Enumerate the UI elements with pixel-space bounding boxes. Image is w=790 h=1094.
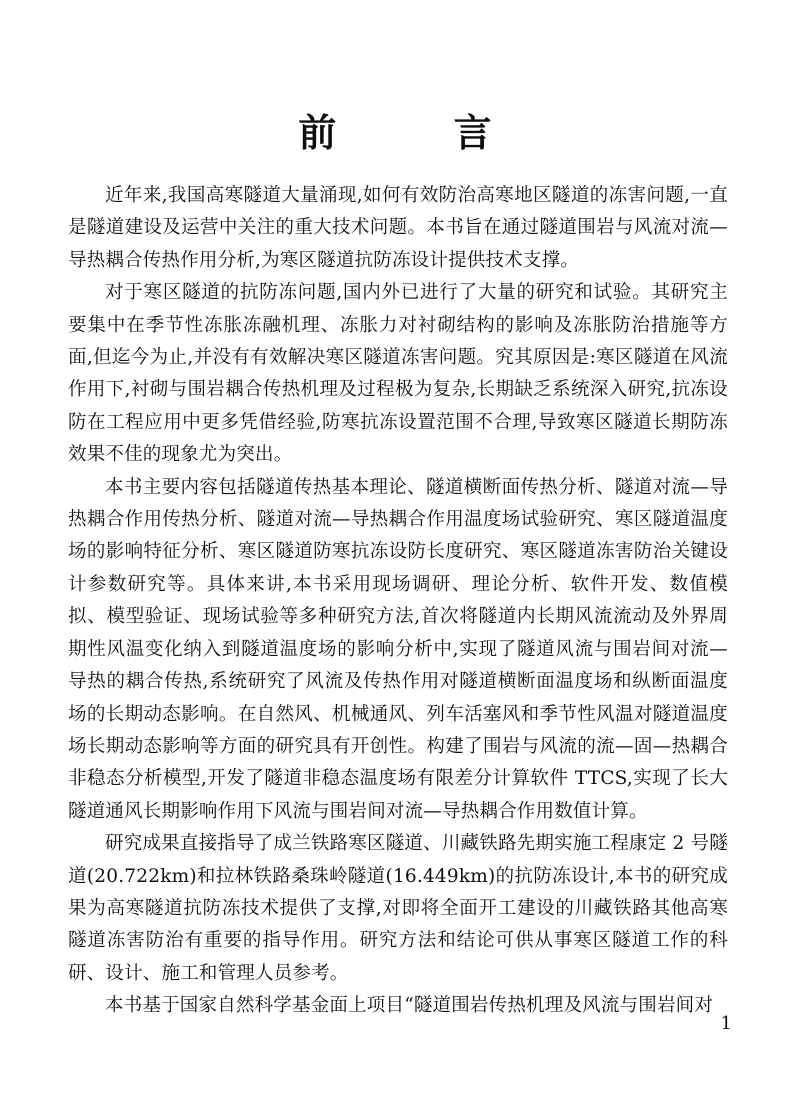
paragraph-3: 本书主要内容包括隧道传热基本理论、隧道横断面传热分析、隧道对流—导热耦合作用传热分析、隧道对流—导热耦合作用温度场试验研究、寒区隧道温度场的影响特征分析、寒区隧道防寒抗冻设防长度研究、寒区隧道冻害防治关键设计参数研究等。具体来讲,本书采用现场调研、理论分析、软件开发、数值模拟、模型验证、现场试验等多种研究方法,首次将隧道内长期风流流动及外界周期性风温变化纳入到隧道温度场的影响分析中,实现了隧道风流与围岩间对流—导热的耦合传热,系统研究了风流及传热作用对隧道横断面温度场和纵断面温度场的长期动态影响。在自然风、机械通风、列车活塞风和季节性风温对隧道温度场长期动态影响等方面的研究具有开创性。构建了围岩与风流的流—固—热耦合非稳态分析模型,开发了隧道非稳态温度场有限差分计算软件 TTCS,实现了长大隧道通风长期影响作用下风流与围岩间对流—导热耦合作用数值计算。	[68, 476, 728, 822]
paragraph-1: 近年来,我国高寒隧道大量涌现,如何有效防治高寒地区隧道的冻害问题,一直是隧道建设及运营中关注的重大技术问题。本书旨在通过隧道围岩与风流对流—导热耦合传热作用分析,为寒区隧道抗防冻设计提供技术支撑。	[68, 185, 728, 271]
paragraph-4: 研究成果直接指导了成兰铁路寒区隧道、川藏铁路先期实施工程康定 2 号隧道(20.722km)和拉林铁路桑珠岭隧道(16.449km)的抗防冻设计,本书的研究成果为高寒隧道抗防冻技术提供了支撑,对即将全面开工建设的川藏铁路其他高寒隧道冻害防治有重要的指导作用。研究方法和结论可供从事寒区隧道工作的科研、设计、施工和管理人员参考。	[68, 833, 728, 984]
page-title: 前 言	[298, 111, 544, 155]
paragraph-5: 本书基于国家自然科学基金面上项目“隧道围岩传热机理及风流与围岩间对	[105, 995, 714, 1017]
page-number: 1	[720, 1013, 732, 1034]
preface-body	[68, 180, 728, 1023]
paragraph-2: 对于寒区隧道的抗防冻问题,国内外已进行了大量的研究和试验。其研究主要集中在季节性冻胀冻融机理、冻胀力对衬砌结构的影响及冻胀防治措施等方面,但迄今为止,并没有有效解决寒区隧道冻害问题。究其原因是:寒区隧道在风流作用下,衬砌与围岩耦合传热机理及过程极为复杂,长期缺乏系统深入研究,抗冻设防在工程应用中更多凭借经验,防寒抗冻设置范围不合理,导致寒区隧道长期防冻效果不佳的现象尤为突出。	[68, 282, 728, 466]
